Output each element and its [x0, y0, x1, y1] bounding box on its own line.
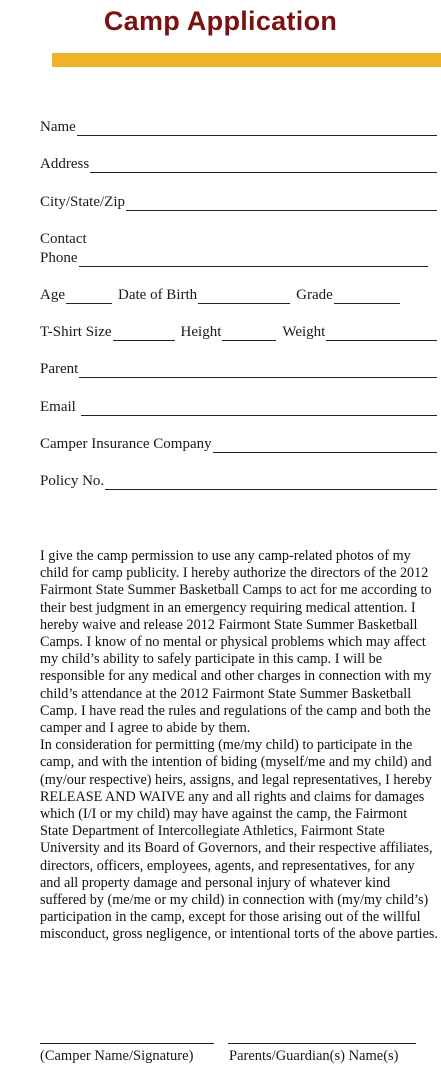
- grade-field[interactable]: [334, 290, 400, 304]
- height-field[interactable]: [222, 327, 276, 341]
- parent-field[interactable]: [79, 364, 437, 378]
- weight-field[interactable]: [326, 327, 437, 341]
- parent-signature-label: Parents/Guardian(s) Name(s): [229, 1048, 399, 1064]
- parent-signature-line[interactable]: [228, 1043, 416, 1044]
- insurance-row: [40, 436, 437, 453]
- age-label: Age: [40, 287, 65, 303]
- date-of-birth-field[interactable]: [198, 290, 290, 304]
- name-label: Name: [40, 119, 76, 135]
- address-field[interactable]: [90, 159, 437, 173]
- parent-row: [40, 361, 437, 378]
- phone-row: [40, 250, 428, 267]
- title-underline-bar: [52, 53, 441, 67]
- policy-row: [40, 473, 437, 490]
- address-row: [40, 156, 437, 173]
- weight-label: Weight: [282, 324, 326, 340]
- age-field[interactable]: [66, 290, 112, 304]
- camper-signature-label: (Camper Name/Signature): [40, 1048, 194, 1064]
- name-field[interactable]: [77, 122, 437, 136]
- grade-label: Grade: [296, 287, 333, 303]
- consent-paragraph-permission: I give the camp permission to use any camp-related photos of my child for camp publicity. I hereby authorize the directors of the 2012 Fairmont State Summer Basketball Camps to act for me according to their best judgment in an emergency requiring medical attention. I hereby waive and release 2012 Fairmont State Summer Basketball Camps. I know of no mental or physical problems which may affect my child’s ability to safely participate in this camp. I will be responsible for any medical and other charges in connection with my child’s attendance at the 2012 Fairmont State Summer Basketball Camp. I have read the rules and regulations of the camp and both the camper and I agree to abide by them.: [40, 548, 432, 737]
- address-label: Address: [40, 156, 90, 172]
- city-state-zip-label: City/State/Zip: [40, 194, 125, 210]
- name-row: [40, 119, 437, 136]
- age-dob-grade-row: [40, 287, 437, 304]
- email-field[interactable]: [81, 402, 437, 416]
- phone-field[interactable]: [79, 253, 429, 267]
- tshirt-size-label: T-Shirt Size: [40, 324, 112, 340]
- phone-label: Phone: [40, 250, 78, 266]
- city-state-zip-row: [40, 194, 437, 211]
- tshirt-height-weight-row: [40, 324, 437, 341]
- parent-label: Parent: [40, 361, 79, 377]
- height-label: Height: [180, 324, 222, 340]
- policy-label: Policy No.: [40, 473, 105, 489]
- consent-text: [40, 548, 438, 944]
- insurance-field[interactable]: [213, 439, 437, 453]
- insurance-label: Camper Insurance Company: [40, 436, 212, 452]
- camper-signature-line[interactable]: [40, 1043, 214, 1044]
- tshirt-size-field[interactable]: [113, 327, 175, 341]
- consent-paragraph-release: In consideration for permitting (me/my child) to participate in the camp, and with the intention of biding (myself/me and my child) and (my/our respective) heirs, assigns, and legal representatives, I hereby RELEASE AND WAIVE any and all rights and claims for damages which (I/I or my child) may have against the camp, the Fairmont State Department of Intercollegiate Athletics, Fairmont State University and its Board of Governors, and their respective affiliates, directors, officers, employees, agents, and representatives, for any and all property damage and personal injury of whatever kind suffered by (me/me or my child) in connection with (my/my child’s) participation in the camp, except for those arising out of the willful misconduct, gross negligence, or intentional torts of the above parties.: [40, 737, 438, 943]
- date-of-birth-label: Date of Birth: [118, 287, 198, 303]
- city-state-zip-field[interactable]: [126, 197, 437, 211]
- email-row: [40, 399, 437, 416]
- page-title: Camp Application: [103, 6, 338, 36]
- policy-field[interactable]: [105, 476, 437, 490]
- contact-label: Contact: [40, 231, 87, 247]
- email-label: Email: [40, 399, 76, 415]
